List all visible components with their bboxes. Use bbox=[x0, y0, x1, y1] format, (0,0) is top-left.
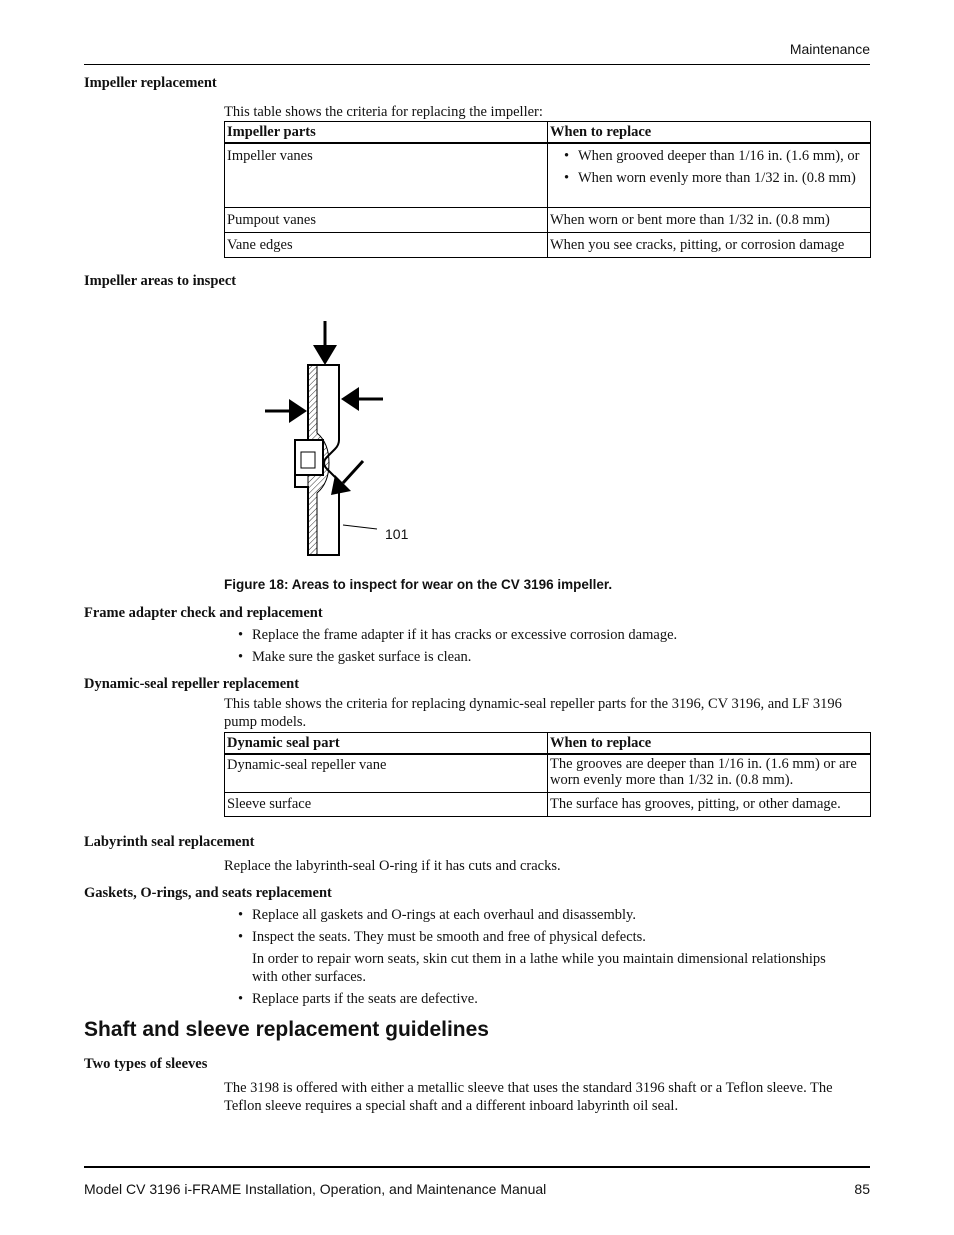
impeller-areas-heading: Impeller areas to inspect bbox=[84, 273, 237, 289]
sleeves-heading: Two types of sleeves bbox=[84, 1056, 208, 1072]
column-header: Impeller parts bbox=[225, 122, 548, 144]
table-cell: When you see cracks, pitting, or corrosion damage bbox=[548, 232, 871, 257]
table-row bbox=[225, 793, 871, 817]
list-item: • When worn evenly more than 1/32 in. (0.8 mm) bbox=[550, 169, 868, 187]
table-cell: The surface has grooves, pitting, or other damage. bbox=[548, 793, 871, 817]
arrow-diagonal-icon bbox=[331, 461, 363, 495]
list-item: • Replace all gaskets and O-rings at each overhaul and disassembly. bbox=[238, 907, 636, 923]
column-header: When to replace bbox=[548, 122, 871, 144]
gaskets-list bbox=[224, 906, 870, 1012]
list-note: In order to repair worn seats, skin cut them in a lathe while you maintain dimensional relationships with other surfaces. bbox=[252, 951, 826, 985]
table-cell: Pumpout vanes bbox=[225, 207, 548, 232]
labyrinth-text: Replace the labyrinth-seal O-ring if it has cuts and cracks. bbox=[224, 858, 561, 874]
table-cell: When worn or bent more than 1/32 in. (0.8 mm) bbox=[548, 207, 871, 232]
frame-adapter-list bbox=[224, 626, 870, 670]
list-item: • When grooved deeper than 1/16 in. (1.6 mm), or bbox=[550, 147, 868, 165]
table-row bbox=[225, 754, 871, 793]
list-item: • Replace the frame adapter if it has cracks or excessive corrosion damage. bbox=[238, 627, 678, 643]
figure-callout-number: 101 bbox=[385, 526, 409, 542]
frame-adapter-heading: Frame adapter check and replacement bbox=[84, 605, 323, 621]
footer-manual-title: Model CV 3196 i-FRAME Installation, Operation, and Maintenance Manual bbox=[84, 1181, 547, 1197]
labyrinth-heading: Labyrinth seal replacement bbox=[84, 834, 255, 850]
repeller-criteria-table bbox=[224, 732, 871, 817]
column-header: Dynamic seal part bbox=[225, 733, 548, 755]
list-item: • Inspect the seats. They must be smooth and free of physical defects. bbox=[238, 929, 646, 945]
arrow-left-icon bbox=[341, 387, 383, 411]
table-cell: Vane edges bbox=[225, 232, 548, 257]
table-cell bbox=[548, 143, 871, 207]
list-item: • Make sure the gasket surface is clean. bbox=[238, 649, 472, 665]
repeller-table-intro: This table shows the criteria for replacing dynamic-seal repeller parts for the 3196, CV 3196, and LF 3196 pump models. bbox=[224, 696, 842, 730]
list-item: • Replace parts if the seats are defective. bbox=[238, 991, 478, 1007]
table-cell: Dynamic-seal repeller vane bbox=[225, 754, 548, 793]
table-cell: Sleeve surface bbox=[225, 793, 548, 817]
arrow-down-icon bbox=[313, 321, 337, 365]
table-header-row bbox=[225, 733, 871, 755]
criteria-list bbox=[550, 147, 868, 187]
impeller-table-intro: This table shows the criteria for replacing the impeller: bbox=[224, 104, 543, 120]
table-row bbox=[225, 207, 871, 232]
gaskets-heading: Gaskets, O-rings, and seats replacement bbox=[84, 885, 332, 901]
table-row bbox=[225, 232, 871, 257]
figure-caption: Figure 18: Areas to inspect for wear on the CV 3196 impeller. bbox=[224, 577, 613, 592]
table-header-row bbox=[225, 122, 871, 144]
page-number: 85 bbox=[854, 1181, 870, 1197]
table-cell: Impeller vanes bbox=[225, 143, 548, 207]
impeller-hub-inner bbox=[301, 452, 315, 468]
section-title: Shaft and sleeve replacement guidelines bbox=[84, 1018, 489, 1041]
column-header: When to replace bbox=[548, 733, 871, 755]
table-row bbox=[225, 143, 871, 207]
repeller-heading: Dynamic-seal repeller replacement bbox=[84, 676, 300, 692]
footer-rule bbox=[84, 1166, 870, 1168]
sleeves-text: The 3198 is offered with either a metallic sleeve that uses the standard 3196 shaft or a Teflon sleeve. The Teflon sleeve requires a special shaft and a different inboard labyrinth oil seal. bbox=[224, 1080, 833, 1114]
impeller-replacement-heading: Impeller replacement bbox=[84, 75, 217, 91]
callout-leader-line bbox=[343, 525, 377, 529]
running-header: Maintenance bbox=[789, 41, 870, 57]
impeller-criteria-table bbox=[224, 121, 871, 258]
header-rule bbox=[84, 64, 870, 65]
arrow-right-icon bbox=[265, 399, 307, 423]
table-cell: The grooves are deeper than 1/16 in. (1.6 mm) or are worn evenly more than 1/32 in. (0.8 mm). bbox=[548, 754, 871, 793]
